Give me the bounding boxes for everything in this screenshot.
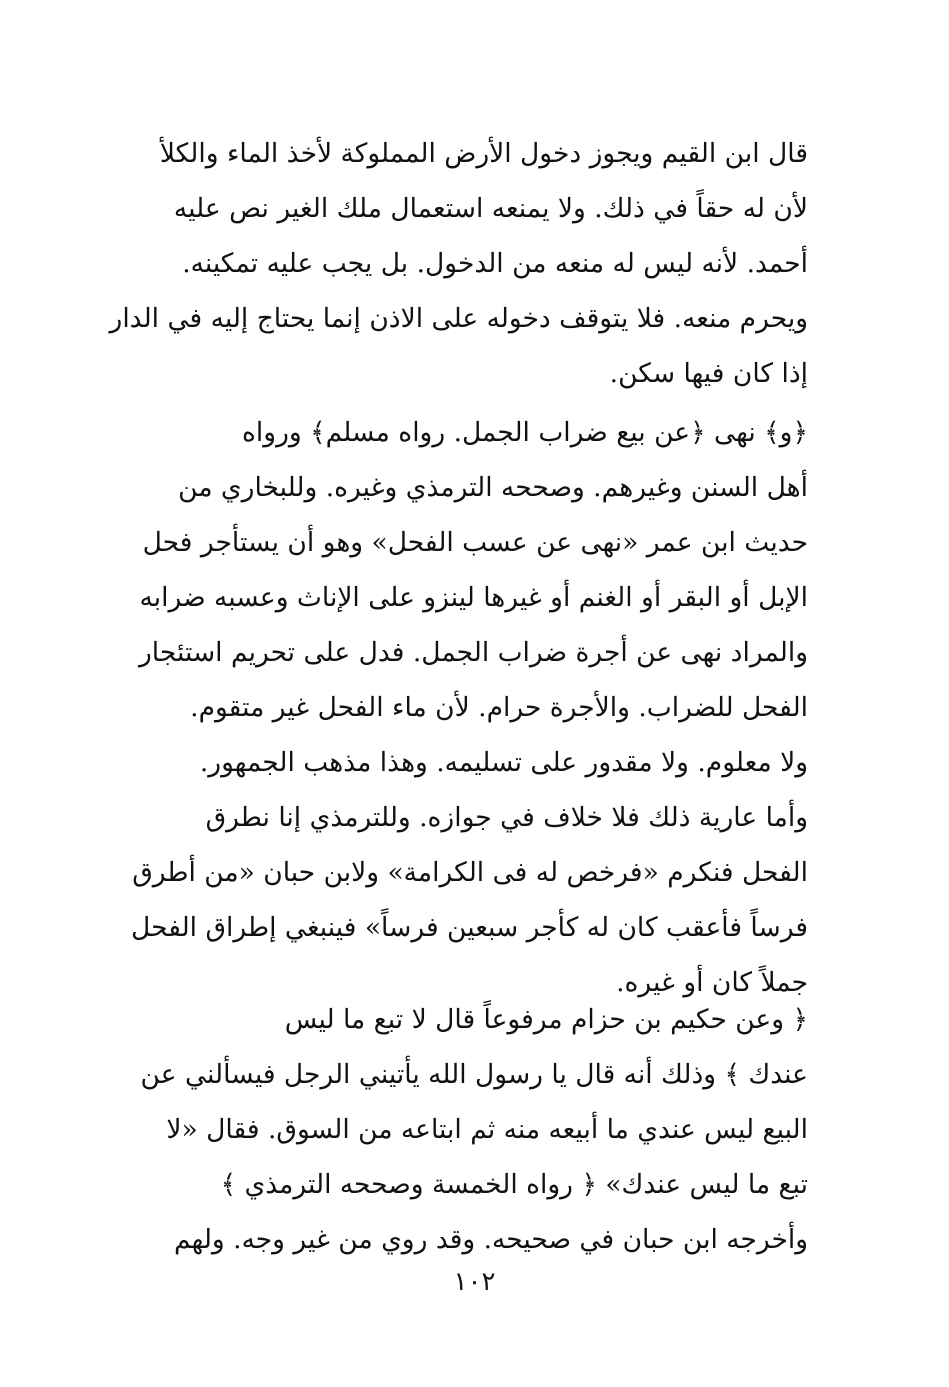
text-line: عندك ﴾ وذلك أنه قال يا رسول الله يأتيني الرجل فيسألني عن xyxy=(140,1059,808,1090)
text-line: وأخرجه ابن حبان في صحيحه. وقد روي من غير وجه. ولهم xyxy=(174,1224,808,1255)
paragraph-1 xyxy=(108,126,808,401)
text-line: ويحرم منعه. فلا يتوقف دخوله على الاذن إنما يحتاج إليه في الدار xyxy=(109,303,808,334)
page-number: ١٠٢ xyxy=(453,1267,496,1297)
text-line: فرساً فأعقب كان له كأجر سبعين فرساً» فينبغي إطراق الفحل xyxy=(131,912,808,943)
text-line: إذا كان فيها سكن. xyxy=(609,358,808,389)
text-line: حديث ابن عمر «نهى عن عسب الفحل» وهو أن يستأجر فحل xyxy=(142,527,808,558)
text-line: ﴿و﴾ نهى ﴿عن بيع ضراب الجمل. رواه مسلم﴾ ورواه xyxy=(242,417,808,448)
text-line: وأما عارية ذلك فلا خلاف في جوازه. وللترمذي إنا نطرق xyxy=(205,802,808,833)
text-line: ﴿ وعن حكيم بن حزام مرفوعاً قال لا تبع ما ليس xyxy=(284,1004,808,1035)
text-line: الإبل أو البقر أو الغنم أو غيرها لينزو على الإناث وعسبه ضرابه xyxy=(139,582,808,613)
paragraph-2 xyxy=(108,405,808,1010)
text-line: والمراد نهى عن أجرة ضراب الجمل. فدل على تحريم استئجار xyxy=(138,637,808,668)
text-line: أحمد. لأنه ليس له منعه من الدخول. بل يجب عليه تمكينه. xyxy=(182,248,808,279)
text-line: الفحل فنكرم «فرخص له فى الكرامة» ولابن حبان «من أطرق xyxy=(132,857,808,888)
text-line: قال ابن القيم ويجوز دخول الأرض المملوكة لأخذ الماء والكلأ xyxy=(159,138,808,169)
text-line: البيع ليس عندي ما أبيعه منه ثم ابتاعه من السوق. فقال «لا xyxy=(166,1114,808,1145)
text-line: الفحل للضراب. والأجرة حرام. لأن ماء الفحل غير متقوم. xyxy=(190,692,808,723)
text-line: ولا معلوم. ولا مقدور على تسليمه. وهذا مذهب الجمهور. xyxy=(199,747,808,778)
text-line: جملاً كان أو غيره. xyxy=(616,967,808,998)
text-line: أهل السنن وغيرهم. وصححه الترمذي وغيره. وللبخاري من xyxy=(178,472,808,503)
paragraph-3 xyxy=(108,992,808,1267)
text-line: تبع ما ليس عندك» ﴿ رواه الخمسة وصححه الترمذي ﴾ xyxy=(220,1169,808,1200)
text-line: لأن له حقاً في ذلك. ولا يمنعه استعمال ملك الغير نص عليه xyxy=(173,193,808,224)
